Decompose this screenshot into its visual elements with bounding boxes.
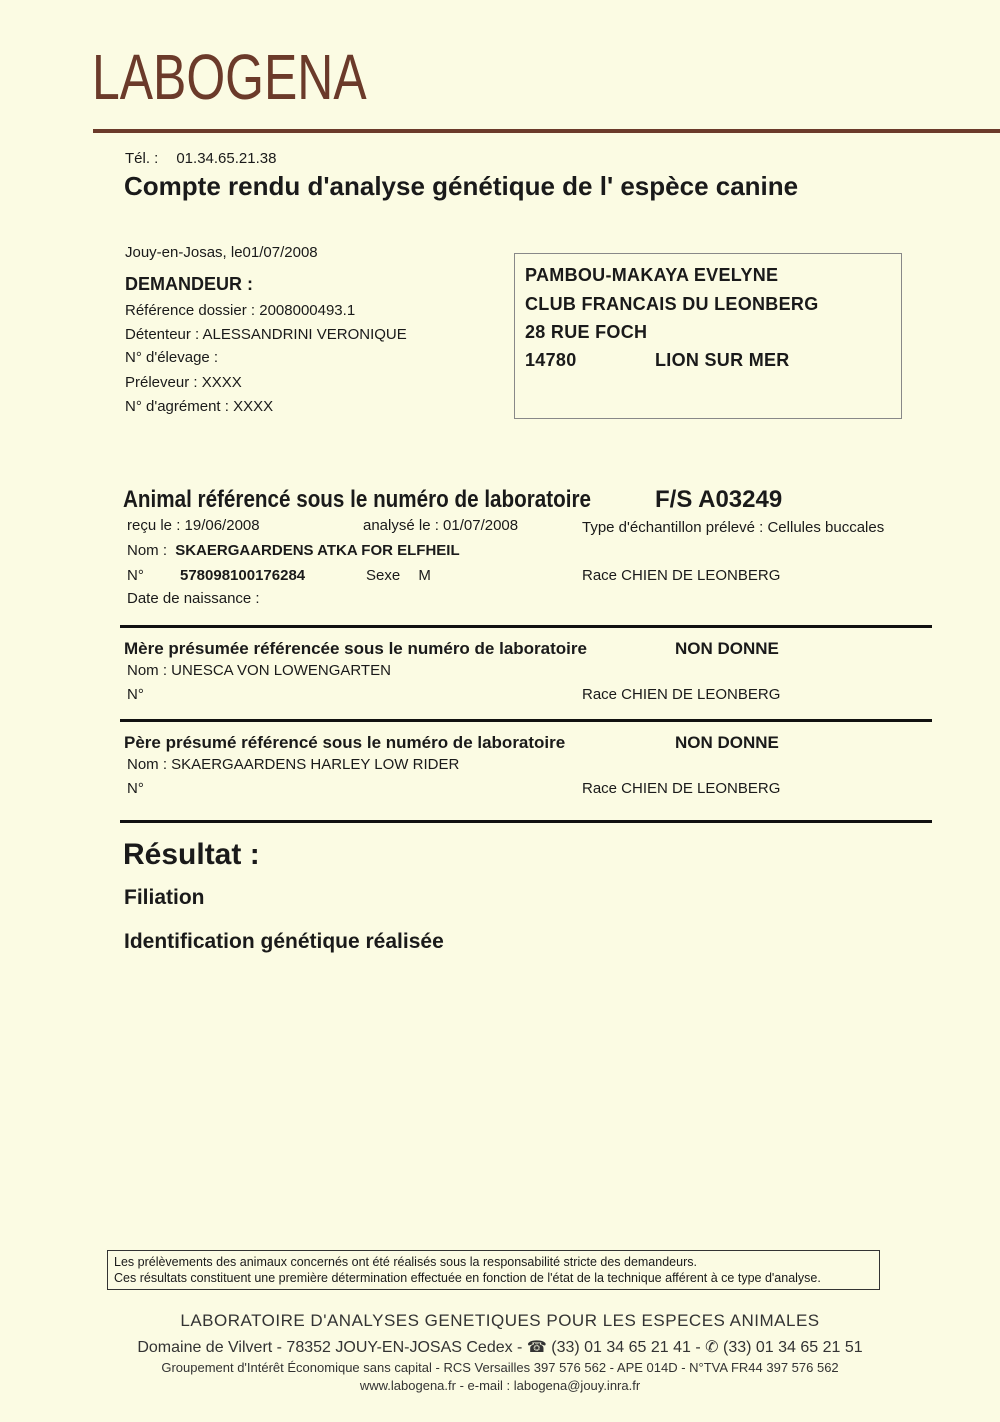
animal-number-value: 578098100176284	[180, 567, 306, 584]
footer-web: www.labogena.fr - e-mail : labogena@jouy.inra.fr	[359, 1378, 641, 1393]
pere-name: Nom : SKAERGAARDENS HARLEY LOW RIDER	[127, 756, 460, 773]
document-title: Compte rendu d'analyse génétique de l' espèce canine	[124, 171, 799, 201]
numero-elevage: N° d'élevage :	[125, 349, 219, 366]
animal-lab-number: F/S A03249	[655, 486, 783, 513]
address-line-3: 28 RUE FOCH	[525, 322, 648, 342]
resultat-filiation: Filiation	[124, 886, 205, 909]
mere-number: N°	[127, 686, 144, 703]
date-naissance: Date de naissance :	[127, 590, 260, 607]
address-city: LION SUR MER	[655, 350, 790, 370]
footer-address-text: Domaine de Vilvert - 78352 JOUY-EN-JOSAS Cedex -	[137, 1339, 523, 1356]
separator-1	[120, 625, 932, 628]
phone-icon: ☎	[526, 1339, 547, 1356]
pere-lab-number: NON DONNE	[675, 733, 779, 752]
preleveur: Préleveur : XXXX	[125, 374, 242, 391]
mere-name: Nom : UNESCA VON LOWENGARTEN	[127, 662, 391, 679]
disclaimer-line-1: Les prélèvements des animaux concernés ont été réalisés sous la responsabilité stricte des demandeurs.	[114, 1255, 697, 1269]
date-recu: reçu le : 19/06/2008	[127, 517, 260, 534]
footer-fax: (33) 01 34 65 21 51	[722, 1339, 863, 1356]
pere-race: Race CHIEN DE LEONBERG	[582, 780, 781, 797]
pere-number: N°	[127, 780, 144, 797]
footer-phone: (33) 01 34 65 21 41 -	[551, 1339, 701, 1356]
animal-race: Race CHIEN DE LEONBERG	[582, 567, 781, 584]
labogena-logo: LABOGENA	[92, 41, 367, 113]
resultat-identification: Identification génétique réalisée	[124, 930, 444, 953]
address-postcode: 14780	[525, 350, 577, 370]
place-date: Jouy-en-Josas, le01/07/2008	[125, 244, 318, 261]
pere-section-title: Père présumé référencé sous le numéro de laboratoire	[124, 733, 566, 752]
tel-value: 01.34.65.21.38	[176, 150, 277, 167]
mere-race: Race CHIEN DE LEONBERG	[582, 686, 781, 703]
sample-type: Type d'échantillon prélevé : Cellules buccales	[582, 519, 885, 536]
separator-2	[120, 719, 932, 722]
footer-legal: Groupement d'Intérêt Économique sans capital - RCS Versailles 397 576 562 - APE 014D - N°TVA FR44 397 576 562	[161, 1360, 839, 1375]
telephone	[125, 150, 276, 167]
footer-lab-name: LABORATOIRE D'ANALYSES GENETIQUES POUR LES ESPECES ANIMALES	[180, 1311, 820, 1330]
footer-address	[0, 1337, 1000, 1357]
demandeur-heading: DEMANDEUR :	[125, 274, 253, 294]
animal-name	[127, 542, 460, 559]
tel-label: Tél. :	[125, 150, 159, 167]
header-rule	[93, 129, 1000, 133]
date-analyse: analysé le : 01/07/2008	[363, 517, 519, 534]
reference-dossier: Référence dossier : 2008000493.1	[125, 302, 356, 319]
disclaimer-line-2: Ces résultats constituent une première détermination effectuée en fonction de l'état de la technique afférent à ce type d'analyse.	[114, 1271, 821, 1285]
mere-section-title: Mère présumée référencée sous le numéro de laboratoire	[124, 639, 587, 658]
disclaimer-box	[107, 1250, 880, 1290]
animal-sex: Sexe M	[366, 567, 431, 584]
animal-number-label: N°	[127, 567, 144, 584]
animal-name-value: SKAERGAARDENS ATKA FOR ELFHEIL	[175, 542, 460, 559]
detenteur: Détenteur : ALESSANDRINI VERONIQUE	[125, 326, 407, 343]
animal-section-title: Animal référencé sous le numéro de laboratoire	[123, 486, 591, 513]
resultat-title: Résultat :	[123, 838, 260, 871]
fax-icon: ✆	[705, 1339, 719, 1356]
address-line-2: CLUB FRANCAIS DU LEONBERG	[525, 294, 819, 314]
address-line-1: PAMBOU-MAKAYA EVELYNE	[525, 265, 779, 285]
animal-name-label: Nom :	[127, 542, 168, 559]
separator-3	[120, 820, 932, 823]
numero-agrement: N° d'agrément : XXXX	[125, 398, 274, 415]
mere-lab-number: NON DONNE	[675, 639, 779, 658]
